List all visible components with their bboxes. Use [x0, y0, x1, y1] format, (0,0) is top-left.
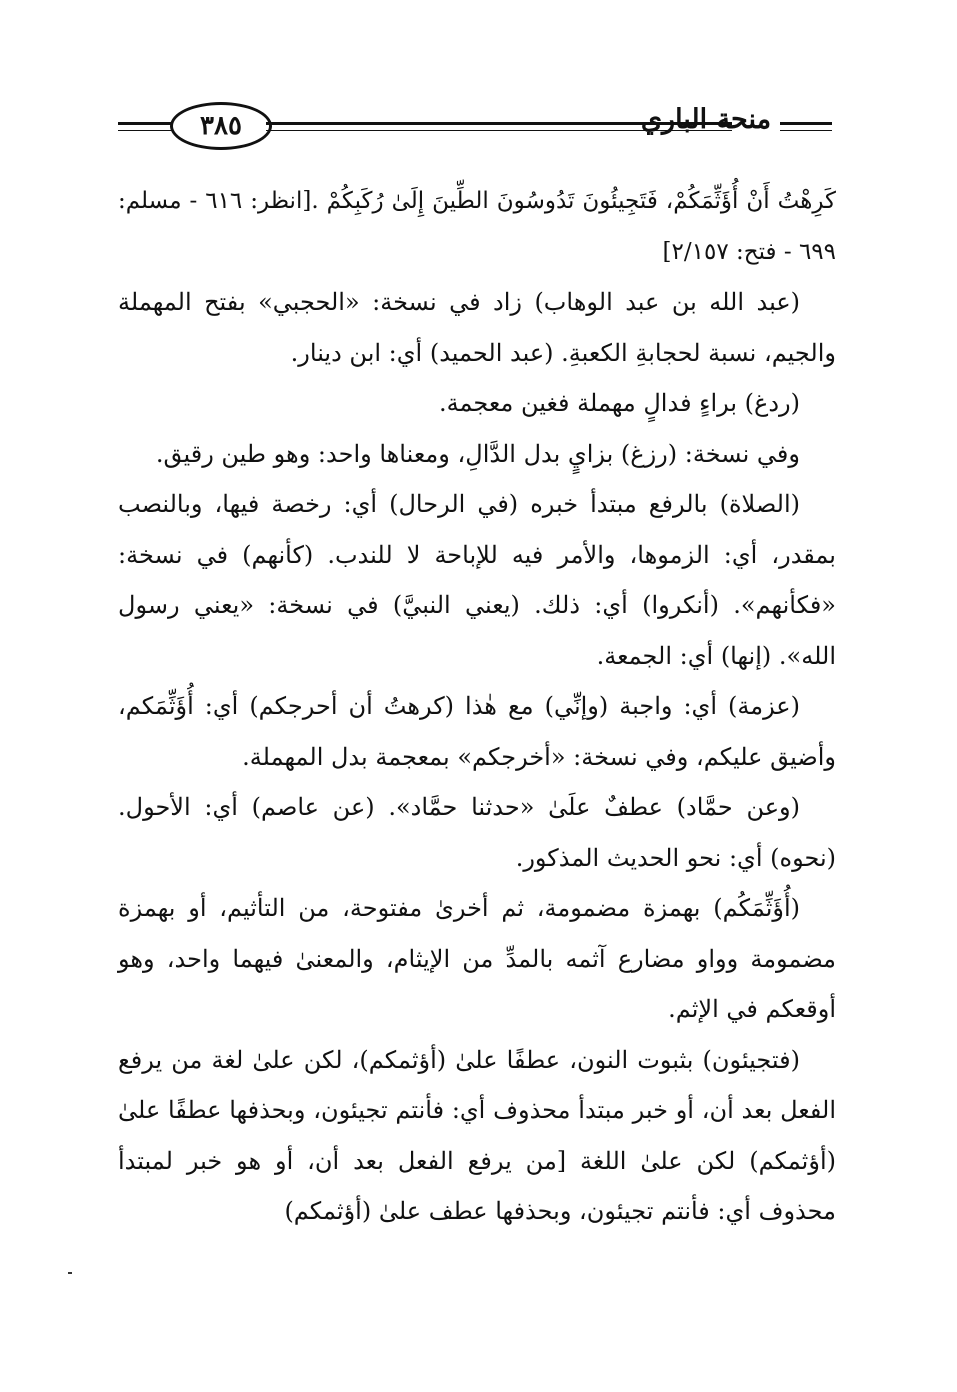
- header-rule-right: [780, 122, 832, 131]
- commentary-paragraph: (عبد الله بن عبد الوهاب) زاد في نسخة: «الحجبي» بفتح المهملة والجيم، نسبة لحجابةِ الكعبةِ. (عبد الحميد) أي: ابن دينار.: [118, 288, 836, 367]
- page-header: [118, 96, 838, 156]
- commentary-paragraph: (ردغ) براءٍ فدالٍ مهملة فغين معجمة.: [439, 389, 800, 417]
- book-title: منحة الباري: [640, 104, 772, 135]
- page-body: [118, 176, 836, 1237]
- commentary-paragraph: (وعن حمَّاد) عطفٌ علَىٰ «حدثنا حمَّاد». (عن عاصم) أي: الأحول. (نحوه) أي: نحو الحديث المذكور.: [118, 793, 836, 872]
- commentary-paragraph: (فتجيئون) بثبوت النون، عطفًا علىٰ (أؤثمكم)، لكن علىٰ لغة من يرفع الفعل بعد أن، أو خبر مبتدأ محذوف أي: فأنتم تجيئون، وبحذفها عطفًا علىٰ (أؤثمكم) لكن علىٰ اللغة [من يرفع الفعل بعد أن، أو هو خبر لمبتدأ محذوف أي: فأنتم تجيئون، وبحذفها عطف علىٰ (أؤثمكم): [118, 1045, 836, 1225]
- margin-mark: [68, 1272, 72, 1274]
- commentary-paragraph: (الصلاة) بالرفع مبتدأ خبره (في الرحال) أي: رخصة فيها، وبالنصب بمقدر، أي: الزموها، والأمر فيه للإباحة لا للندب. (كأنهم) في نسخة: «فكأنهم». (أنكروا) أي: ذلك. (يعني النبيَّ) في نسخة: «يعني رسول الله». (إنها) أي: الجمعة.: [118, 490, 836, 670]
- hadith-text: كَرِهْتُ أَنْ أُؤَثِّمَكُمْ، فَتَجِيئُونَ تَدُوسُونَ الطِّينَ إِلَىٰ رُكَبِكُمْ .[انظر: ٦١٦ - مسلم: ٦٩٩ - فتح: ٢/١٥٧]: [118, 188, 836, 265]
- header-rule-left: [118, 122, 172, 131]
- commentary-paragraph: (عزمة) أي: واجبة (وإنِّي) مع هٰذا (كرهتُ أن أحرجكم) أي: أُؤَثِّمَكم، وأضيق عليكم، وفي نسخة: «أخرجكم» بمعجمة بدل المهملة.: [118, 692, 836, 771]
- page-number: ٣٨٥: [170, 102, 272, 150]
- commentary-paragraph: (أُؤَثِّمَكُم) بهمزة مضمومة، ثم أخرىٰ مفتوحة، من التأثيم، أو بهمزة مضمومة وواو مضارع آثمه بالمدِّ من الإيثام، والمعنىٰ فيهما واحد، وهو أوقعكم في الإثم.: [118, 894, 836, 1023]
- commentary-paragraph: وفي نسخة: (رزغ) بزايٍ بدل الدَّالِ، ومعناها واحد: وهو طين رقيق.: [155, 439, 800, 468]
